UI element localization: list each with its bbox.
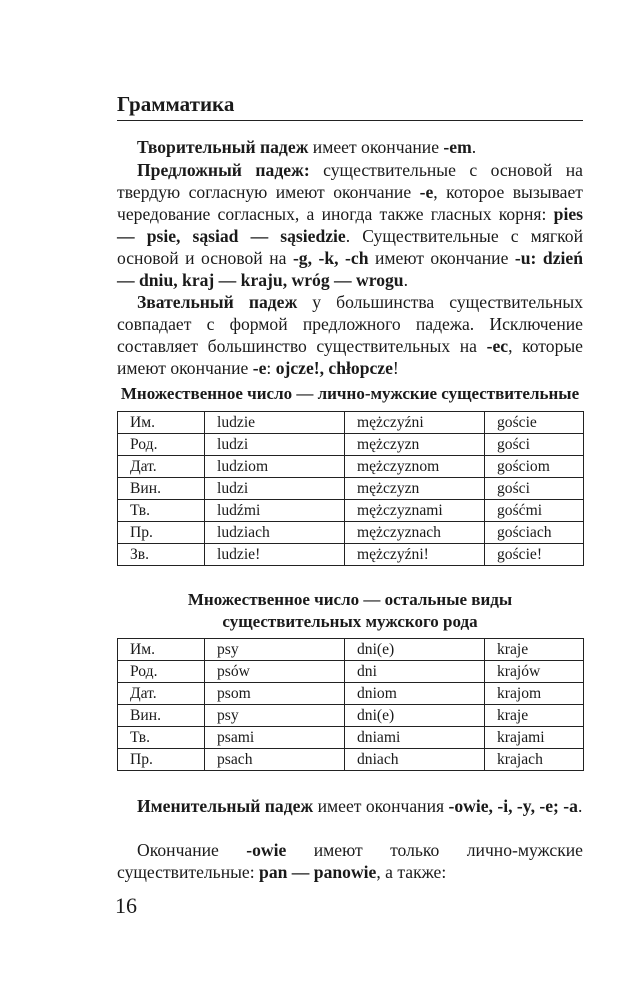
table-cell: krajach bbox=[485, 749, 584, 771]
table-cell: krajami bbox=[485, 727, 584, 749]
term-instrumental: Творительный падеж bbox=[137, 137, 309, 157]
case-label-cell: Им. bbox=[118, 639, 205, 661]
table-cell: kraje bbox=[485, 639, 584, 661]
table-cell: dniach bbox=[345, 749, 485, 771]
table-row bbox=[118, 705, 584, 727]
table-cell: psom bbox=[205, 683, 345, 705]
table-plural-masculine-personal bbox=[117, 411, 584, 566]
case-label-cell: Зв. bbox=[118, 544, 205, 566]
table-cell: krajom bbox=[485, 683, 584, 705]
table-cell: mężczyzn bbox=[345, 434, 485, 456]
table-plural-masculine-other bbox=[117, 638, 584, 771]
table-cell: kraje bbox=[485, 705, 584, 727]
term-vocative: Звательный падеж bbox=[137, 292, 298, 312]
table-row bbox=[118, 412, 584, 434]
table-cell: dniom bbox=[345, 683, 485, 705]
running-header: Грамматика bbox=[117, 92, 235, 116]
table-cell: krajów bbox=[485, 661, 584, 683]
table-cell: psów bbox=[205, 661, 345, 683]
paragraph-prepositional: Предложный падеж: существительные с основой на твердую согласную имеют окончание -e, которое вызывает чередование согласных, а иногда также гласных корня: pies — psie, sąsiad — sąsiedzie. Существительные с мягкой основой и основой на -g, -k, -ch имеют окончание -u: dzień — dniu, kraj — kraju, wróg — wrogu. bbox=[117, 160, 583, 290]
table-cell: mężczyznami bbox=[345, 500, 485, 522]
table-row bbox=[118, 478, 584, 500]
table-cell: ludźmi bbox=[205, 500, 345, 522]
table-row bbox=[118, 639, 584, 661]
case-label-cell: Им. bbox=[118, 412, 205, 434]
table-cell: gościach bbox=[485, 522, 584, 544]
case-label-cell: Пр. bbox=[118, 522, 205, 544]
table-cell: mężczyźni! bbox=[345, 544, 485, 566]
table-cell: ludziach bbox=[205, 522, 345, 544]
case-label-cell: Пр. bbox=[118, 749, 205, 771]
table-cell: dni(e) bbox=[345, 639, 485, 661]
table-row bbox=[118, 727, 584, 749]
table-cell: goście! bbox=[485, 544, 584, 566]
header-divider bbox=[117, 120, 583, 121]
page-number: 16 bbox=[115, 893, 137, 918]
table-cell: ludzie! bbox=[205, 544, 345, 566]
table-cell: psy bbox=[205, 705, 345, 727]
paragraph-instrumental: Творительный падеж имеет окончание -em. bbox=[137, 137, 477, 157]
case-label-cell: Род. bbox=[118, 434, 205, 456]
table-cell: gościom bbox=[485, 456, 584, 478]
term-nominative: Именительный падеж bbox=[137, 796, 314, 816]
case-label-cell: Вин. bbox=[118, 478, 205, 500]
table-cell: ludzie bbox=[205, 412, 345, 434]
term-prepositional: Предложный падеж: bbox=[137, 160, 310, 180]
table-row bbox=[118, 434, 584, 456]
paragraph-owie: Окончание -owie имеют только лично-мужские существительные: pan — panowie, а также: bbox=[117, 840, 583, 882]
table-cell: gości bbox=[485, 434, 584, 456]
table-cell: psy bbox=[205, 639, 345, 661]
table-row bbox=[118, 544, 584, 566]
table-row bbox=[118, 456, 584, 478]
table-cell: dni bbox=[345, 661, 485, 683]
table-cell: mężczyznach bbox=[345, 522, 485, 544]
case-label-cell: Тв. bbox=[118, 727, 205, 749]
table-cell: psach bbox=[205, 749, 345, 771]
case-label-cell: Род. bbox=[118, 661, 205, 683]
case-label-cell: Вин. bbox=[118, 705, 205, 727]
table-cell: gośćmi bbox=[485, 500, 584, 522]
table-cell: ludziom bbox=[205, 456, 345, 478]
table-cell: ludzi bbox=[205, 434, 345, 456]
table-row bbox=[118, 661, 584, 683]
table-row bbox=[118, 500, 584, 522]
case-label-cell: Дат. bbox=[118, 456, 205, 478]
table-cell: goście bbox=[485, 412, 584, 434]
paragraph-nominative: Именительный падеж имеет окончания -owie, -i, -y, -e; -a. bbox=[137, 796, 583, 816]
table-cell: mężczyźni bbox=[345, 412, 485, 434]
table-row bbox=[118, 749, 584, 771]
table-cell: ludzi bbox=[205, 478, 345, 500]
table-cell: mężczyzn bbox=[345, 478, 485, 500]
table-cell: gości bbox=[485, 478, 584, 500]
table-cell: dniami bbox=[345, 727, 485, 749]
case-label-cell: Дат. bbox=[118, 683, 205, 705]
paragraph-vocative: Звательный падеж у большинства существительных совпадает с формой предложного падежа. Исключение составляет большинство существительных на -ec, которые имеют окончание -e: ojcze!, chłopcze! bbox=[117, 292, 583, 378]
table-cell: dni(e) bbox=[345, 705, 485, 727]
table-row bbox=[118, 522, 584, 544]
case-label-cell: Тв. bbox=[118, 500, 205, 522]
table1-caption: Множественное число — лично-мужские существительные bbox=[120, 384, 580, 403]
table-row bbox=[118, 683, 584, 705]
table-cell: psami bbox=[205, 727, 345, 749]
table-cell: mężczyznom bbox=[345, 456, 485, 478]
table2-caption: Множественное число — остальные виды существительных мужского рода bbox=[187, 590, 513, 631]
